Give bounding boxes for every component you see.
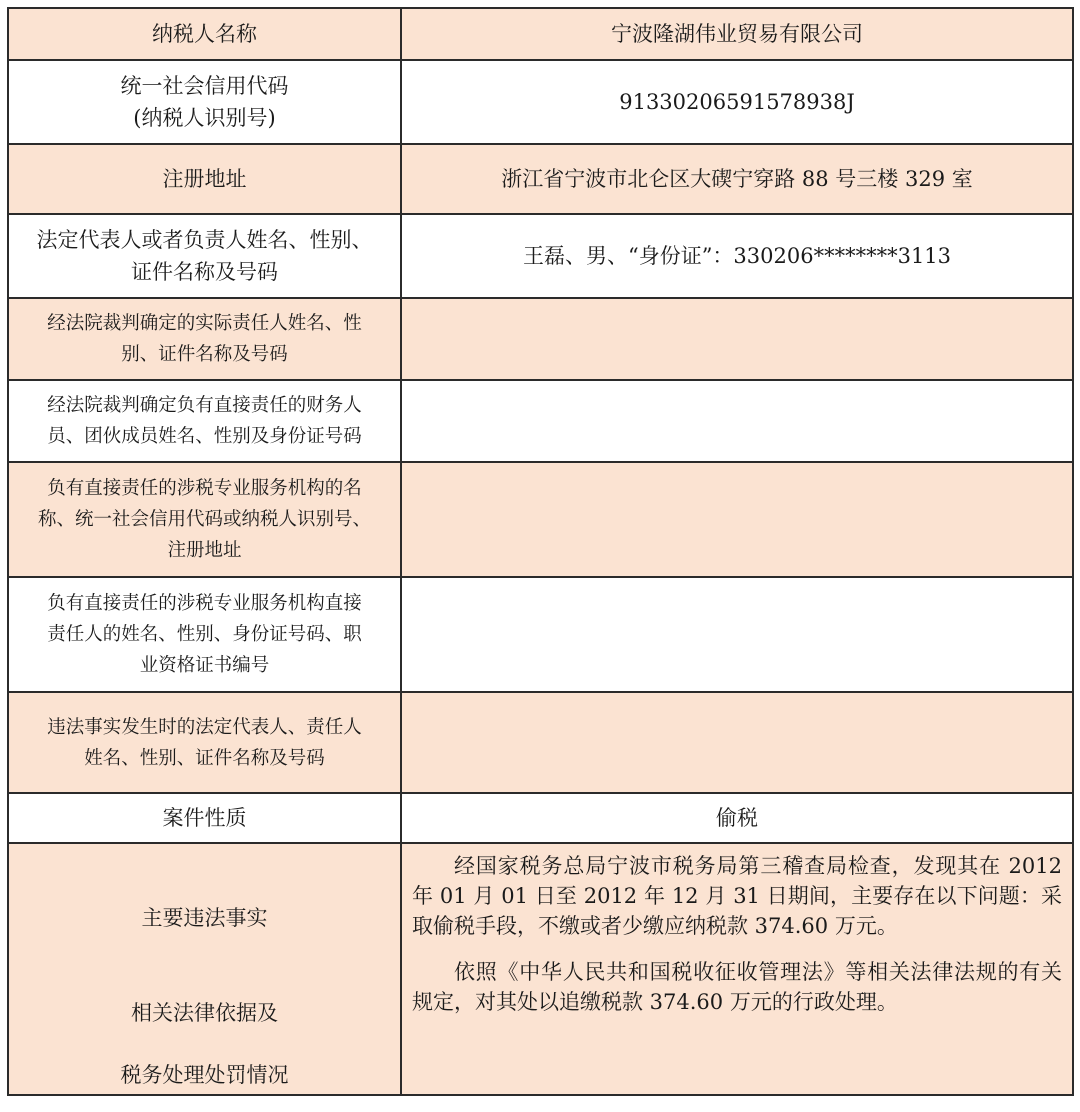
label-actual-responsible [8,298,401,380]
label-service-agency-line1: 负有直接责任的涉税专业服务机构的名 [47,478,362,499]
label-agency-responsible-line3: 业资格证书编号 [139,655,270,676]
label-violation-time-representative [8,692,401,793]
value-taxpayer-name: 宁波隆湖伟业贸易有限公司 [401,8,1073,60]
label-registered-address: 注册地址 [8,144,401,214]
row-taxpayer-name [8,8,1073,60]
label-violation-time-representative-line1: 违法事实发生时的法定代表人、责任人 [47,716,362,738]
row-financial-staff [8,380,1073,462]
value-agency-responsible [401,577,1073,692]
row-facts-and-law [8,843,1073,1095]
label-legal-representative [8,214,401,298]
label-agency-responsible [8,577,401,692]
tax-violation-table [7,7,1074,1096]
value-credit-code: 91330206591578938J [401,60,1073,144]
value-registered-address: 浙江省宁波市北仑区大碶宁穿路 88 号三楼 329 室 [401,144,1073,214]
label-actual-responsible-line2: 别、证件名称及号码 [121,344,288,365]
label-agency-responsible-line1: 负有直接责任的涉税专业服务机构直接 [47,593,362,614]
value-service-agency [401,462,1073,577]
row-case-nature [8,793,1073,843]
label-case-nature: 案件性质 [8,793,401,843]
label-financial-staff-line2: 员、团伙成员姓名、性别及身份证号码 [47,426,362,447]
label-law-line2: 税务处理处罚情况 [120,1063,289,1087]
label-legal-representative-line2: 证件名称及号码 [131,260,278,284]
value-legal-representative: 王磊、男、“身份证”：330206********3113 [401,214,1073,298]
label-law-line1: 相关法律依据及 [131,1001,278,1025]
paragraph-facts: 经国家税务总局宁波市税务局第三稽查局检查，发现其在 2012 年 01 月 01 日至 2012 年 12 月 31 日期间，主要存在以下问题：采取偷税手段，不缴或者少缴应纳税款 374.60 万元。 [412,854,1062,938]
label-main-facts: 主要违法事实 [141,906,268,930]
label-violation-time-representative-line2: 姓名、性别、证件名称及号码 [84,747,325,769]
value-case-nature: 偷税 [401,793,1073,843]
row-credit-code [8,60,1073,144]
label-credit-code-line2: (纳税人识别号) [133,106,276,130]
value-facts-and-law [401,843,1073,1095]
value-actual-responsible [401,298,1073,380]
label-service-agency-line3: 注册地址 [167,540,242,561]
label-taxpayer-name: 纳税人名称 [8,8,401,60]
label-credit-code [8,60,401,144]
row-legal-representative [8,214,1073,298]
value-violation-time-representative [401,692,1073,793]
label-legal-representative-line1: 法定代表人或者负责人姓名、性别、 [36,228,373,252]
label-actual-responsible-line1: 经法院裁判确定的实际责任人姓名、性 [47,313,362,334]
row-violation-time-representative [8,692,1073,793]
label-agency-responsible-line2: 责任人的姓名、性别、身份证号码、职 [47,624,362,645]
label-facts-and-law [8,843,401,1095]
label-credit-code-line1: 统一社会信用代码 [120,74,289,98]
row-service-agency [8,462,1073,577]
row-agency-responsible [8,577,1073,692]
row-actual-responsible [8,298,1073,380]
label-service-agency-line2: 称、统一社会信用代码或纳税人识别号、 [37,509,371,530]
label-financial-staff-line1: 经法院裁判确定负有直接责任的财务人 [47,395,362,416]
value-financial-staff [401,380,1073,462]
label-service-agency [8,462,401,577]
label-financial-staff [8,380,401,462]
row-registered-address [8,144,1073,214]
paragraph-law: 依照《中华人民共和国税收征收管理法》等相关法律法规的有关规定，对其处以追缴税款 374.60 万元的行政处理。 [412,960,1062,1014]
